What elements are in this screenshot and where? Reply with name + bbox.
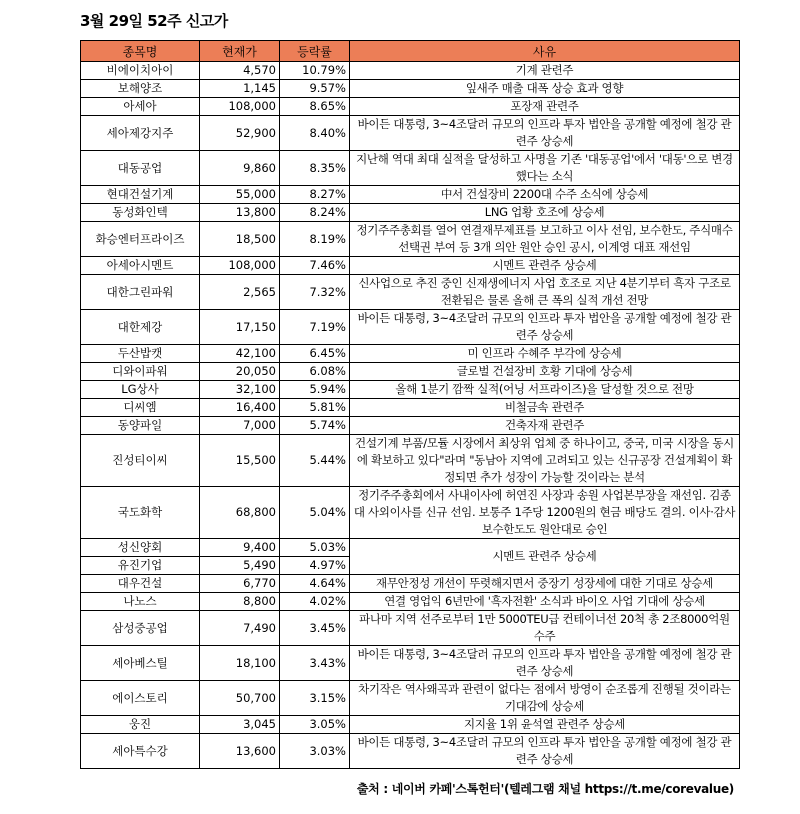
change-cell: 5.03% [280, 539, 350, 557]
price-cell: 50,700 [200, 681, 280, 716]
stock-name-cell: 대우건설 [81, 575, 200, 593]
reason-cell: 지지율 1위 윤석열 관련주 상승세 [350, 716, 740, 734]
stock-name-cell: LG상사 [81, 381, 200, 399]
price-cell: 42,100 [200, 345, 280, 363]
stock-name-cell: 대동공업 [81, 151, 200, 186]
price-cell: 108,000 [200, 98, 280, 116]
change-cell: 8.65% [280, 98, 350, 116]
reason-cell: 신사업으로 추진 중인 신재생에너지 사업 호조로 지난 4분기부터 흑자 구조로 전환됨은 물론 올해 큰 폭의 실적 개선 전망 [350, 275, 740, 310]
table-row [81, 62, 740, 80]
table-row [81, 151, 740, 186]
change-cell: 6.45% [280, 345, 350, 363]
table-row [81, 204, 740, 222]
stock-name-cell: 진성티이씨 [81, 435, 200, 487]
price-cell: 9,860 [200, 151, 280, 186]
reason-cell: 정기주주총회를 열어 연결재무제표를 보고하고 이사 선임, 보수한도, 주식매수선택권 부여 등 3개 의안 원안 승인 공시, 이계영 대표 재선임 [350, 222, 740, 257]
change-cell: 6.08% [280, 363, 350, 381]
stock-name-cell: 삼성중공업 [81, 611, 200, 646]
reason-cell: 차기작은 역사왜곡과 관련이 없다는 점에서 방영이 순조롭게 진행될 것이라는 기대감에 상승세 [350, 681, 740, 716]
stock-name-cell: 디와이파워 [81, 363, 200, 381]
column-header-change: 등락률 [280, 41, 350, 62]
price-cell: 2,565 [200, 275, 280, 310]
change-cell: 5.44% [280, 435, 350, 487]
reason-cell: 바이든 대통령, 3~4조달러 규모의 인프라 투자 법안을 공개할 예정에 철강 관련주 상승세 [350, 310, 740, 345]
price-cell: 4,570 [200, 62, 280, 80]
price-cell: 20,050 [200, 363, 280, 381]
table-row [81, 116, 740, 151]
price-cell: 13,800 [200, 204, 280, 222]
table-header-row [81, 41, 740, 62]
stock-name-cell: 나노스 [81, 593, 200, 611]
table-row [81, 734, 740, 769]
change-cell: 7.32% [280, 275, 350, 310]
table-row [81, 681, 740, 716]
reason-cell: 기계 관련주 [350, 62, 740, 80]
reason-cell: LNG 업황 호조에 상승세 [350, 204, 740, 222]
reason-cell: 시멘트 관련주 상승세 [350, 257, 740, 275]
change-cell: 3.43% [280, 646, 350, 681]
table-row [81, 363, 740, 381]
reason-cell: 포장재 관련주 [350, 98, 740, 116]
price-cell: 68,800 [200, 487, 280, 539]
change-cell: 8.40% [280, 116, 350, 151]
stock-name-cell: 화승엔터프라이즈 [81, 222, 200, 257]
reason-cell: 바이든 대통령, 3~4조달러 규모의 인프라 투자 법안을 공개할 예정에 철강 관련주 상승세 [350, 116, 740, 151]
price-cell: 32,100 [200, 381, 280, 399]
table-row [81, 257, 740, 275]
table-row [81, 611, 740, 646]
change-cell: 8.24% [280, 204, 350, 222]
reason-cell: 바이든 대통령, 3~4조달러 규모의 인프라 투자 법안을 공개할 예정에 철강 관련주 상승세 [350, 646, 740, 681]
reason-cell: 바이든 대통령, 3~4조달러 규모의 인프라 투자 법안을 공개할 예정에 철강 관련주 상승세 [350, 734, 740, 769]
price-cell: 15,500 [200, 435, 280, 487]
stock-name-cell: 비에이치아이 [81, 62, 200, 80]
change-cell: 8.27% [280, 186, 350, 204]
table-row [81, 381, 740, 399]
change-cell: 4.97% [280, 557, 350, 575]
reason-cell: 재무안정성 개선이 뚜렷해지면서 중장기 성장세에 대한 기대로 상승세 [350, 575, 740, 593]
reason-cell: 비철금속 관련주 [350, 399, 740, 417]
price-cell: 55,000 [200, 186, 280, 204]
price-cell: 5,490 [200, 557, 280, 575]
reason-cell: 미 인프라 수혜주 부각에 상승세 [350, 345, 740, 363]
change-cell: 3.05% [280, 716, 350, 734]
price-cell: 7,000 [200, 417, 280, 435]
reason-cell: 글로벌 건설장비 호황 기대에 상승세 [350, 363, 740, 381]
price-cell: 108,000 [200, 257, 280, 275]
table-row [81, 487, 740, 539]
table-row [81, 98, 740, 116]
stock-name-cell: 대한그린파워 [81, 275, 200, 310]
table-row [81, 399, 740, 417]
reason-cell: 中서 건설장비 2200대 수주 소식에 상승세 [350, 186, 740, 204]
change-cell: 4.02% [280, 593, 350, 611]
change-cell: 7.46% [280, 257, 350, 275]
price-cell: 7,490 [200, 611, 280, 646]
price-cell: 6,770 [200, 575, 280, 593]
change-cell: 5.74% [280, 417, 350, 435]
change-cell: 3.03% [280, 734, 350, 769]
price-cell: 13,600 [200, 734, 280, 769]
column-header-price: 현재가 [200, 41, 280, 62]
change-cell: 3.15% [280, 681, 350, 716]
stock-name-cell: 세아제강지주 [81, 116, 200, 151]
change-cell: 4.64% [280, 575, 350, 593]
price-cell: 18,500 [200, 222, 280, 257]
stock-name-cell: 국도화학 [81, 487, 200, 539]
change-cell: 5.94% [280, 381, 350, 399]
reason-cell: 시멘트 관련주 상승세 [350, 539, 740, 575]
table-row [81, 345, 740, 363]
change-cell: 10.79% [280, 62, 350, 80]
stock-name-cell: 유진기업 [81, 557, 200, 575]
reason-cell: 건축자재 관련주 [350, 417, 740, 435]
reason-cell: 지난해 역대 최대 실적을 달성하고 사명을 기존 '대동공업'에서 '대동'으로 변경했다는 소식 [350, 151, 740, 186]
reason-cell: 정기주주총회에서 사내이사에 허연진 사장과 송원 사업본부장을 재선임. 김종대 사외이사를 신규 선임. 보통주 1주당 1200원의 현금 배당도 결의. 이사·감사 보수한도도 원안대로 승인 [350, 487, 740, 539]
table-row [81, 275, 740, 310]
change-cell: 5.81% [280, 399, 350, 417]
table-row [81, 186, 740, 204]
table-row [81, 716, 740, 734]
price-cell: 1,145 [200, 80, 280, 98]
price-cell: 9,400 [200, 539, 280, 557]
reason-cell: 잎새주 매출 대폭 상승 효과 영향 [350, 80, 740, 98]
change-cell: 5.04% [280, 487, 350, 539]
change-cell: 9.57% [280, 80, 350, 98]
price-cell: 8,800 [200, 593, 280, 611]
stock-name-cell: 보해양조 [81, 80, 200, 98]
stock-name-cell: 두산밥캣 [81, 345, 200, 363]
stock-table [80, 40, 740, 769]
table-body [81, 62, 740, 769]
table-row [81, 539, 740, 557]
stock-name-cell: 동성화인텍 [81, 204, 200, 222]
reason-cell: 연결 영업익 6년만에 '흑자전환' 소식과 바이오 사업 기대에 상승세 [350, 593, 740, 611]
price-cell: 18,100 [200, 646, 280, 681]
change-cell: 7.19% [280, 310, 350, 345]
stock-name-cell: 세아특수강 [81, 734, 200, 769]
reason-cell: 올해 1분기 깜짝 실적(어닝 서프라이즈)을 달성할 것으로 전망 [350, 381, 740, 399]
stock-name-cell: 아세아 [81, 98, 200, 116]
table-row [81, 222, 740, 257]
table-row [81, 310, 740, 345]
page-title: 3월 29일 52주 신고가 [80, 12, 228, 30]
reason-cell: 파나마 지역 선주로부터 1만 5000TEU급 컨테이너선 20척 총 2조8000억원 수주 [350, 611, 740, 646]
table-row [81, 80, 740, 98]
table-row [81, 417, 740, 435]
column-header-reason: 사유 [350, 41, 740, 62]
table-row [81, 575, 740, 593]
stock-name-cell: 성신양회 [81, 539, 200, 557]
price-cell: 52,900 [200, 116, 280, 151]
table-row [81, 593, 740, 611]
stock-name-cell: 아세아시멘트 [81, 257, 200, 275]
change-cell: 8.19% [280, 222, 350, 257]
stock-name-cell: 대한제강 [81, 310, 200, 345]
stock-name-cell: 현대건설기계 [81, 186, 200, 204]
stock-name-cell: 세아베스틸 [81, 646, 200, 681]
stock-name-cell: 디씨엠 [81, 399, 200, 417]
price-cell: 16,400 [200, 399, 280, 417]
stock-name-cell: 웅진 [81, 716, 200, 734]
price-cell: 17,150 [200, 310, 280, 345]
reason-cell: 건설기계 부품/모듈 시장에서 최상위 업체 중 하나이고, 중국, 미국 시장을 동시에 확보하고 있다"라며 "동남아 지역에 고려되고 있는 신규공장 건설계획이 확정되면 추가 성장이 가능할 것이라는 분석 [350, 435, 740, 487]
table-row [81, 646, 740, 681]
source-note: 출처 : 네이버 카페'스톡헌터'(텔레그램 채널 https://t.me/corevalue) [356, 782, 734, 796]
stock-name-cell: 동양파일 [81, 417, 200, 435]
price-cell: 3,045 [200, 716, 280, 734]
column-header-name: 종목명 [81, 41, 200, 62]
change-cell: 3.45% [280, 611, 350, 646]
change-cell: 8.35% [280, 151, 350, 186]
stock-name-cell: 에이스토리 [81, 681, 200, 716]
table-row [81, 435, 740, 487]
